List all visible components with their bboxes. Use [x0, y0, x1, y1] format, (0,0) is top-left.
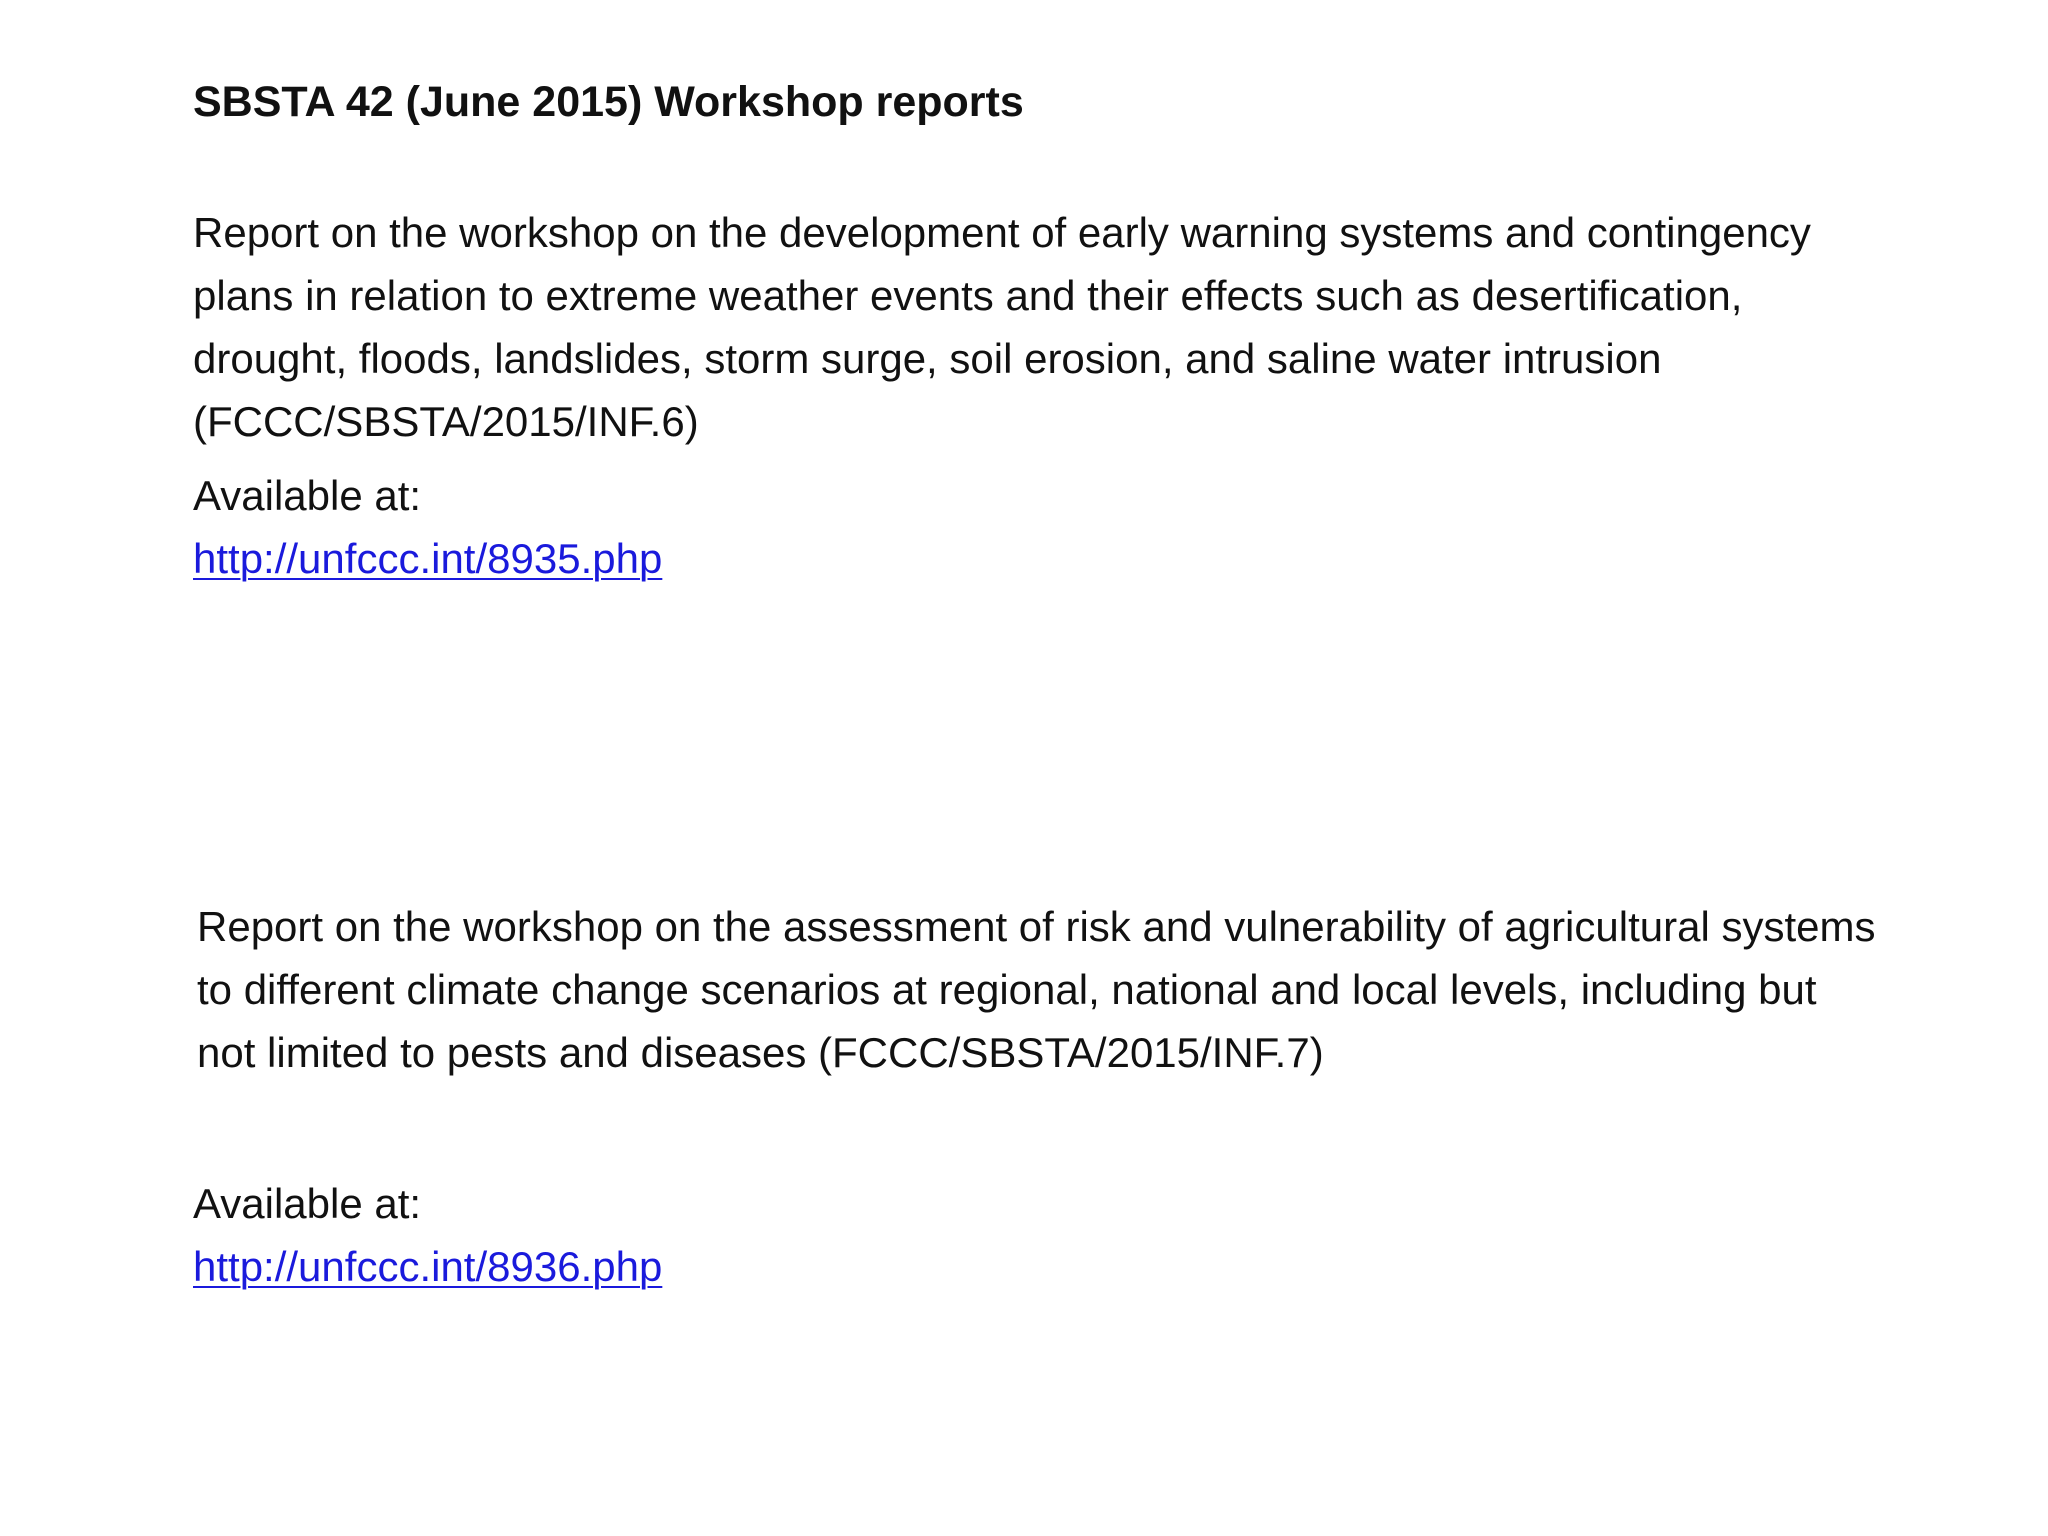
report-1-link[interactable]: http://unfccc.int/8935.php — [193, 535, 663, 582]
report-1-availability — [193, 464, 662, 590]
report-2-link[interactable]: http://unfccc.int/8936.php — [193, 1243, 663, 1290]
slide-title: SBSTA 42 (June 2015) Workshop reports — [193, 78, 1024, 126]
report-1-available-label: Available at: — [193, 472, 422, 519]
report-2-description: Report on the workshop on the assessment of risk and vulnerability of agricultural systems to different climate change scenarios at regional, national and local levels, including but not limited to pests and diseases (FCCC/SBSTA/2015/INF.7) — [197, 903, 1876, 1076]
report-2-available-label: Available at: — [193, 1180, 422, 1227]
report-1-description: Report on the workshop on the development of early warning systems and contingency plans in relation to extreme weather events and their effects such as desertification, drought, floods, landslides, storm surge, soil erosion, and saline water intrusion (FCCC/SBSTA/2015/INF.6) — [193, 209, 1811, 445]
report-2-availability — [193, 1172, 662, 1298]
